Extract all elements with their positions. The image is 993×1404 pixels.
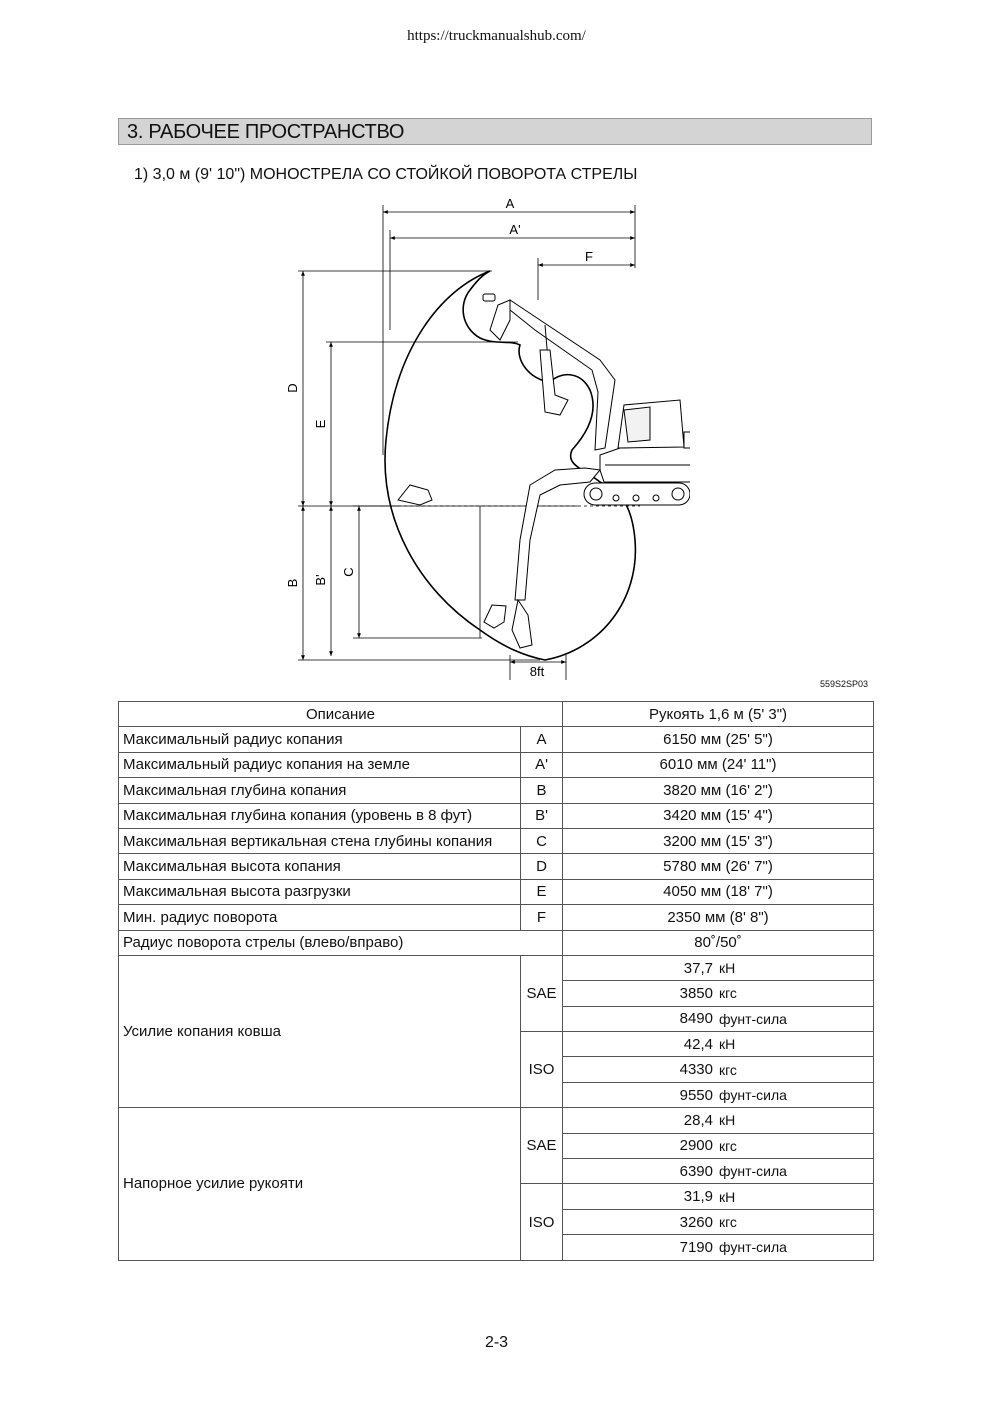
row-desc: Максимальная высота разгрузки [119, 879, 521, 904]
table-row [119, 955, 874, 980]
row-val: 2350 мм (8' 8") [563, 905, 874, 930]
table-row [119, 854, 874, 879]
force-value [563, 1032, 874, 1057]
arm-sae-label: SAE [521, 1108, 563, 1184]
figure-code: 559S2SP03 [820, 679, 869, 689]
row-desc: Максимальная высота копания [119, 854, 521, 879]
bucket-iso-label: ISO [521, 1032, 563, 1108]
force-unit: фунт-сила [719, 1163, 787, 1180]
table-row [119, 1108, 874, 1133]
header-description: Описание [119, 702, 563, 727]
label-b: B [285, 578, 300, 588]
force-unit: кН [719, 1112, 736, 1129]
spec-table [118, 701, 874, 1261]
row-val: 3820 мм (16' 2") [563, 778, 874, 803]
force-value [563, 1057, 874, 1082]
force-num: 3850 [679, 984, 713, 1002]
row-desc: Максимальная глубина копания [119, 778, 521, 803]
row-sym: F [521, 905, 563, 930]
swing-val: 80˚/50˚ [563, 930, 874, 955]
row-val: 3420 мм (15' 4") [563, 803, 874, 828]
force-value [563, 1006, 874, 1031]
table-row [119, 803, 874, 828]
table-row [119, 905, 874, 930]
page-number: 2-3 [484, 1334, 509, 1351]
working-range-diagram [270, 195, 690, 685]
table-row [119, 752, 874, 777]
label-e: E [313, 419, 328, 429]
swing-desc: Радиус поворота стрелы (влево/вправо) [119, 930, 563, 955]
force-value [563, 1235, 874, 1260]
row-sym: E [521, 879, 563, 904]
force-unit: кгс [719, 1214, 737, 1230]
row-val: 4050 мм (18' 7") [563, 879, 874, 904]
bucket-force-desc: Усилие копания ковша [119, 955, 521, 1107]
table-header-row [119, 702, 874, 727]
row-sym: A' [521, 752, 563, 777]
force-value [563, 955, 874, 980]
label-b-prime: B' [313, 574, 328, 586]
page-url: https://truckmanualshub.com/ [407, 28, 586, 44]
row-desc: Максимальный радиус копания на земле [119, 752, 521, 777]
subsection-title: 1) 3,0 м (9' 10") МОНОСТРЕЛА СО СТОЙКОЙ ПОВОРОТА СТРЕЛЫ [134, 166, 638, 183]
excavator-illustration [398, 294, 690, 648]
force-value [563, 1184, 874, 1209]
row-val: 3200 мм (15' 3") [563, 828, 874, 853]
section-title: 3. РАБОЧЕЕ ПРОСТРАНСТВО [118, 118, 872, 145]
row-val: 6150 мм (25' 5") [563, 727, 874, 752]
table-row [119, 778, 874, 803]
force-num: 31,9 [683, 1188, 713, 1206]
table-row [119, 879, 874, 904]
force-value [563, 1133, 874, 1158]
force-value [563, 1209, 874, 1234]
row-desc: Максимальный радиус копания [119, 727, 521, 752]
bucket-sae-label: SAE [521, 955, 563, 1031]
working-range-envelope [385, 271, 635, 660]
force-num: 3260 [679, 1213, 713, 1231]
force-num: 2900 [679, 1137, 713, 1155]
row-sym: B [521, 778, 563, 803]
force-num: 42,4 [683, 1035, 713, 1053]
row-val: 6010 мм (24' 11") [563, 752, 874, 777]
force-num: 6390 [679, 1162, 713, 1180]
force-value [563, 1082, 874, 1107]
table-row-swing [119, 930, 874, 955]
row-sym: B' [521, 803, 563, 828]
arm-iso-label: ISO [521, 1184, 563, 1260]
force-unit: фунт-сила [719, 1087, 787, 1104]
force-unit: кН [719, 960, 736, 977]
row-sym: D [521, 854, 563, 879]
force-num: 28,4 [683, 1111, 713, 1129]
label-a-prime: A' [509, 222, 521, 237]
force-num: 4330 [679, 1061, 713, 1079]
force-value [563, 981, 874, 1006]
label-f: F [585, 249, 593, 264]
force-value [563, 1108, 874, 1133]
row-desc: Максимальная вертикальная стена глубины копания [119, 828, 521, 853]
force-unit: кгс [719, 1061, 737, 1078]
force-unit: кгс [719, 1137, 737, 1154]
force-unit: кН [719, 1036, 736, 1053]
table-row [119, 828, 874, 853]
force-num: 8490 [679, 1010, 713, 1028]
force-num: 37,7 [683, 959, 713, 977]
force-value [563, 1159, 874, 1184]
force-unit: фунт-сила [719, 1010, 787, 1027]
row-val: 5780 мм (26' 7") [563, 854, 874, 879]
label-c: C [341, 567, 356, 577]
force-unit: фунт-сила [719, 1239, 787, 1256]
force-unit: кгс [719, 985, 737, 1002]
row-sym: C [521, 828, 563, 853]
force-num: 7190 [679, 1238, 713, 1256]
force-num: 9550 [679, 1086, 713, 1104]
force-unit: кН [719, 1188, 736, 1205]
label-a: A [505, 196, 515, 211]
table-row [119, 727, 874, 752]
label-8ft: 8ft [529, 664, 545, 679]
arm-force-desc: Напорное усилие рукояти [119, 1108, 521, 1260]
row-desc: Максимальная глубина копания (уровень в 8 фут) [119, 803, 521, 828]
label-d: D [285, 383, 300, 393]
row-desc: Мин. радиус поворота [119, 905, 521, 930]
row-sym: A [521, 727, 563, 752]
header-arm: Рукоять 1,6 м (5' 3") [563, 702, 874, 727]
